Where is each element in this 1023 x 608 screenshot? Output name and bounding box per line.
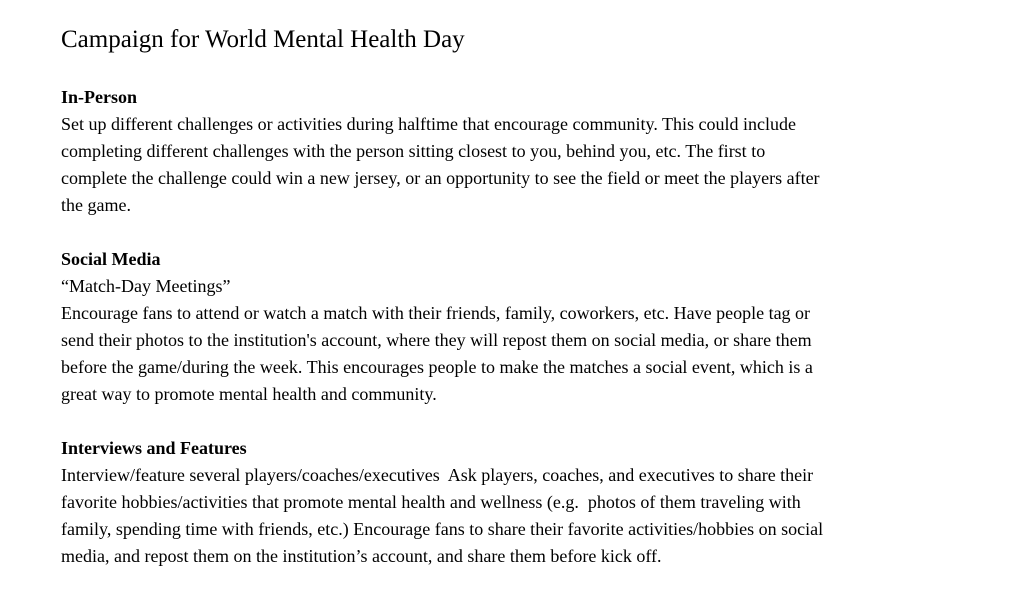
paragraph-line: “Match-Day Meetings” [61, 276, 231, 296]
paragraph-line: media, and repost them on the institution’s account, and share them before kick off. [61, 546, 662, 566]
paragraph-line: favorite hobbies/activities that promote mental health and wellness (e.g. photos of them traveling with [61, 492, 801, 512]
paragraph-line: before the game/during the week. This encourages people to make the matches a social event, which is a [61, 357, 813, 377]
section-heading: In-Person [61, 87, 137, 107]
section-heading: Social Media [61, 249, 161, 269]
paragraph-line: family, spending time with friends, etc.) Encourage fans to share their favorite activities/hobbies on social [61, 519, 824, 539]
section-heading: Interviews and Features [61, 438, 247, 458]
paragraph-line: Set up different challenges or activities during halftime that encourage community. This could include [61, 114, 796, 134]
paragraph-line: completing different challenges with the person sitting closest to you, behind you, etc. The first to [61, 141, 766, 161]
section-interviews-and-features [61, 435, 983, 570]
section-in-person [61, 84, 983, 219]
section-social-media [61, 246, 983, 408]
paragraph-line: Interview/feature several players/coaches/executives Ask players, coaches, and executives to share their [61, 465, 814, 485]
paragraph-line: complete the challenge could win a new jersey, or an opportunity to see the field or meet the players after [61, 168, 820, 188]
paragraph-line: great way to promote mental health and community. [61, 384, 437, 404]
paragraph-line: Encourage fans to attend or watch a match with their friends, family, coworkers, etc. Have people tag or [61, 303, 811, 323]
paragraph-line: send their photos to the institution's account, where they will repost them on social media, or share them [61, 330, 812, 350]
document-title: Campaign for World Mental Health Day [61, 26, 465, 53]
paragraph-line: the game. [61, 195, 131, 215]
